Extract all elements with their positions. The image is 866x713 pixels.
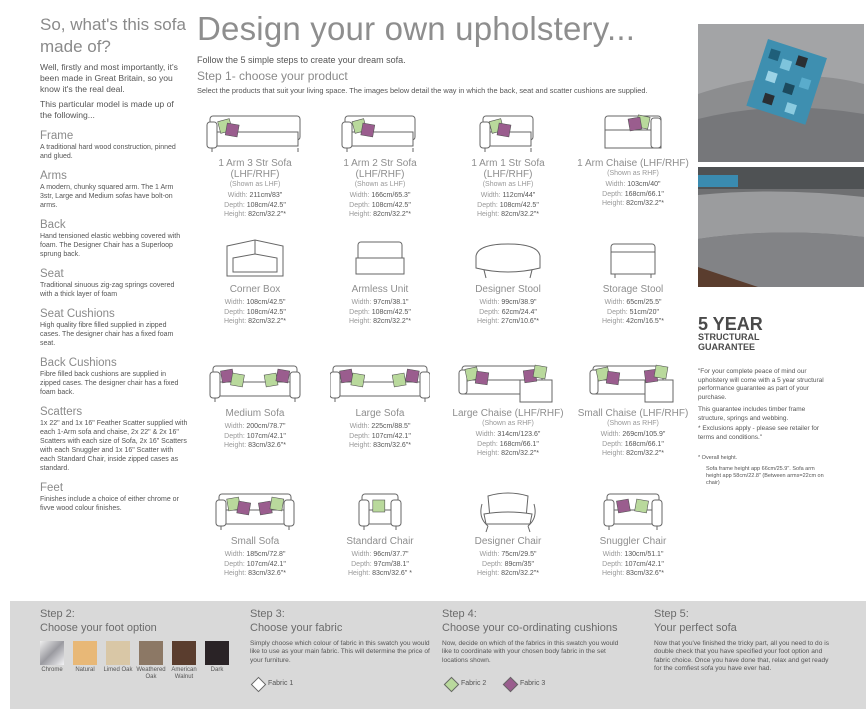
fabric-swatch[interactable] [503, 677, 519, 693]
product-illustration [205, 232, 305, 282]
product-illustration [330, 106, 430, 156]
width-label: Width: [479, 299, 500, 306]
width-label: Width: [480, 192, 501, 199]
product-card[interactable] [448, 484, 568, 579]
depth-value: 107cm/42.1" [246, 560, 286, 568]
product-card[interactable] [320, 106, 440, 220]
product-note: (Shown as RHF) [482, 420, 534, 427]
width-value: 99cm/38.9" [501, 299, 537, 306]
step5-description: Now that you've finished the tricky part, all you need to do is double check that you have specified your foot option and fabric choice. Once you have done that, relax and get ready for the comfiest sofa you have ever had. [654, 640, 829, 673]
height-value: 27cm/10.6"* [501, 318, 540, 325]
foot-swatch[interactable] [205, 641, 229, 665]
product-illustration [205, 356, 305, 406]
product-illustration [330, 356, 430, 406]
product-card[interactable] [573, 484, 693, 579]
product-dimensions [448, 550, 568, 579]
depth-label: Depth: [224, 308, 245, 316]
height-value: 83cm/32.6"* [248, 570, 287, 577]
product-illustration [330, 484, 430, 534]
step5-subtitle: Your perfect sofa [654, 622, 737, 634]
step3-title: Step 3: [250, 608, 285, 620]
step2-subtitle: Choose your foot option [40, 622, 157, 634]
width-value: 166cm/65.3" [371, 192, 411, 199]
step4-description: Now, decide on which of the fabrics in this swatch you would like to coordinate with your chosen body fabric in the set locations shown. [442, 640, 619, 664]
intro-paragraph-2: This particular model is made up of the following... [40, 99, 174, 120]
height-label: Height: [348, 318, 372, 325]
width-label: Width: [605, 181, 626, 188]
section-body: High quality fibre filled supplied in zipped cases. The designer chair has a fixed foam seat. [40, 322, 174, 347]
product-name: Designer Chair [474, 536, 542, 547]
height-value: 82cm/32.2"* [626, 450, 665, 457]
depth-value: 108cm/42.5" [246, 308, 286, 316]
height-label: Height: [476, 450, 500, 457]
height-label: Height: [476, 318, 500, 325]
product-dimensions [320, 298, 440, 327]
height-value: 82cm/32.2"* [373, 211, 412, 218]
foot-swatch-label: American Walnut [171, 667, 197, 680]
section-title: Arms [40, 170, 67, 182]
sofa-chaise-photo [698, 167, 864, 287]
width-value: 269cm/105.9" [622, 431, 666, 438]
height-value: 82cm/32.2"* [501, 450, 540, 457]
left-heading: So, what's this sofa made of? [40, 15, 186, 56]
step5-title: Step 5: [654, 608, 689, 620]
product-name: Large Chaise (LHF/RHF) [452, 408, 564, 419]
width-label: Width: [351, 551, 372, 558]
product-name: 1 Arm 3 Str Sofa (LHF/RHF) [218, 158, 292, 180]
height-label: Height: [601, 318, 625, 325]
product-dimensions [195, 191, 315, 220]
product-card[interactable] [195, 484, 315, 579]
product-name: Snuggler Chair [599, 536, 667, 547]
depth-value: 108cm/42.5" [246, 201, 286, 209]
width-value: 97cm/38.1" [373, 299, 409, 306]
section-body: Fibre filled back cushions are supplied in zipped cases. The designer chair has a fixed foam back. [40, 371, 179, 396]
depth-label: Depth: [479, 308, 500, 316]
depth-label: Depth: [224, 201, 245, 209]
product-card[interactable] [195, 106, 315, 220]
product-illustration [583, 484, 683, 534]
product-dimensions [195, 550, 315, 579]
height-value: 82cm/32.2"* [501, 211, 540, 218]
fabric-swatch[interactable] [251, 677, 267, 693]
height-value: 83cm/32.6" * [372, 570, 412, 577]
depth-value: 51cm/20" [629, 308, 659, 316]
width-label: Width: [349, 423, 370, 430]
product-card[interactable] [448, 232, 568, 327]
width-label: Width: [475, 431, 496, 438]
depth-value: 108cm/42.5" [371, 308, 411, 316]
depth-label: Depth: [602, 560, 623, 568]
foot-swatch-label: Natural [75, 667, 95, 673]
height-label: Height: [223, 442, 247, 449]
width-label: Width: [224, 551, 245, 558]
section-body: A traditional hard wood construction, pinned and glued. [40, 144, 176, 160]
product-dimensions [320, 191, 440, 220]
product-card[interactable] [573, 106, 693, 209]
step4-title: Step 4: [442, 608, 477, 620]
height-value: 82cm/32.2"* [501, 570, 540, 577]
product-name: 1 Arm Chaise (LHF/RHF) [577, 158, 689, 169]
left-column [40, 14, 188, 513]
height-value: 82cm/32.2"* [626, 200, 665, 207]
depth-value: 168cm/66.1" [624, 190, 664, 198]
section-body: 1x 22" and 1x 16" Feather Scatter supplied with each 1-Arm sofa and chaise, 2x 22" & 2x 16" Scatters with each size of Sofa, 2x 16" Scatters with each Snuggler and 1x 16" Scatter with each Standard Chair, inside zipped cases as standard. [40, 420, 188, 472]
guarantee-heading: 5 YEAR [698, 314, 763, 334]
product-illustration [330, 232, 430, 282]
page-subtitle: Follow the 5 simple steps to create your dream sofa. [197, 55, 406, 65]
foot-swatch[interactable] [73, 641, 97, 665]
depth-value: 108cm/42.5" [371, 201, 411, 209]
guarantee-includes: This guarantee includes timber frame structure, springs and webbing. [698, 406, 806, 422]
product-name: Standard Chair [346, 536, 414, 547]
product-note: (Shown as RHF) [607, 170, 659, 177]
depth-label: Depth: [224, 560, 245, 568]
sofa-cushion-photo [698, 24, 864, 162]
foot-swatch[interactable] [40, 641, 64, 665]
height-label: Height: [348, 211, 372, 218]
width-value: 225cm/88.5" [371, 423, 411, 430]
height-label: Height: [601, 200, 625, 207]
guarantee-exclusions: * Exclusions apply - please see retailer for terms and conditions." [698, 425, 820, 441]
depth-label: Depth: [477, 440, 498, 448]
depth-label: Depth: [349, 308, 370, 316]
product-card[interactable] [320, 484, 440, 579]
width-value: 112cm/44" [502, 192, 536, 199]
height-label: Height: [223, 570, 247, 577]
depth-value: 97cm/38.1" [373, 560, 409, 568]
depth-value: 62cm/24.4" [501, 308, 537, 316]
product-dimensions [320, 422, 440, 451]
product-card[interactable] [573, 356, 693, 459]
product-dimensions [573, 180, 693, 209]
section-title: Feet [40, 482, 64, 494]
product-name: 1 Arm 2 Str Sofa (LHF/RHF) [343, 158, 417, 180]
guarantee-quote: "For your complete peace of mind our upholstery will come with a 5 year structural performance guarantee as part of your purchase. [698, 368, 824, 401]
depth-label: Depth: [224, 432, 245, 440]
step2-block [40, 608, 230, 634]
height-value: 83cm/32.6"* [626, 570, 665, 577]
product-name: Medium Sofa [225, 408, 285, 419]
product-illustration [458, 356, 558, 406]
section-title: Back [40, 219, 66, 231]
product-name: Storage Stool [602, 284, 664, 295]
fabric-label: Fabric 3 [520, 680, 546, 687]
product-card[interactable] [195, 356, 315, 451]
depth-value: 107cm/42.1" [624, 560, 664, 568]
height-label: Height: [348, 442, 372, 449]
product-illustration [458, 232, 558, 282]
width-value: 96cm/37.7" [373, 551, 409, 558]
width-label: Width: [600, 431, 621, 438]
width-value: 130cm/51.1" [624, 551, 664, 558]
depth-value: 168cm/66.1" [499, 440, 539, 448]
step3-description: Simply choose which colour of fabric in this swatch you would like to use as your main fabric. This will determine the price of your furniture. [250, 640, 430, 664]
overall-height-note: * Overall height. [698, 455, 738, 461]
width-label: Width: [351, 299, 372, 306]
step5-block [654, 608, 834, 674]
height-label: Height: [601, 450, 625, 457]
depth-value: 89cm/35" [504, 560, 534, 568]
product-illustration [458, 484, 558, 534]
height-label: Height: [476, 570, 500, 577]
section-body: Hand tensioned elastic webbing covered with foam. The Designer Chair has a Superloop sprung back. [40, 233, 181, 258]
height-value: 82cm/32.2"* [248, 318, 287, 325]
product-dimensions [448, 298, 568, 327]
product-note: (Shown as RHF) [607, 420, 659, 427]
depth-value: 107cm/42.1" [246, 432, 286, 440]
product-dimensions [573, 550, 693, 579]
product-note: (Shown as LHF) [482, 181, 534, 188]
intro-paragraph-1: Well, firstly and most importantly, it's been made in Great Britain, so you know it's the real deal. [40, 62, 178, 94]
product-card[interactable] [320, 356, 440, 451]
steps-band [10, 601, 866, 709]
width-value: 65cm/25.5" [626, 299, 662, 306]
step1-description: Select the products that suit your living space. The images below detail the way in which the back, seat and scatter cushions are supplied. [197, 86, 648, 95]
height-label: Height: [601, 570, 625, 577]
foot-swatch[interactable] [106, 641, 130, 665]
height-value: 83cm/32.6"* [248, 442, 287, 449]
section-title: Scatters [40, 406, 83, 418]
product-note: (Shown as LHF) [229, 181, 281, 188]
depth-label: Depth: [351, 560, 372, 568]
product-name: Armless Unit [351, 284, 409, 295]
product-name: 1 Arm 1 Str Sofa (LHF/RHF) [471, 158, 545, 180]
width-value: 200cm/78.7" [246, 423, 286, 430]
depth-label: Depth: [602, 190, 623, 198]
step1-title: Step 1- choose your product [197, 69, 348, 83]
product-dimensions [320, 550, 440, 579]
product-name: Corner Box [229, 284, 281, 295]
depth-label: Depth: [349, 432, 370, 440]
height-label: Height: [223, 211, 247, 218]
depth-label: Depth: [477, 201, 498, 209]
width-label: Width: [224, 423, 245, 430]
product-illustration [205, 484, 305, 534]
depth-label: Depth: [349, 201, 370, 209]
section-body: Traditional sinuous zig-zag springs covered with a thick layer of foam [40, 282, 175, 298]
depth-label: Depth: [482, 560, 503, 568]
product-dimensions [195, 422, 315, 451]
step4-block [442, 608, 628, 665]
foot-swatch[interactable] [139, 641, 163, 665]
foot-swatch-label: Dark [210, 667, 224, 673]
height-value: 42cm/16.5"* [626, 318, 665, 325]
foot-swatch-label: Weathered Oak [136, 667, 166, 680]
product-dimensions [448, 430, 568, 459]
product-illustration [583, 232, 683, 282]
page-title: Design your own upholstery... [197, 10, 636, 47]
section-title: Seat [40, 268, 64, 280]
foot-swatch-label: Chrome [41, 667, 63, 673]
product-card[interactable] [195, 232, 315, 327]
width-label: Width: [602, 551, 623, 558]
step3-block [250, 608, 430, 665]
width-value: 75cm/29.5" [501, 551, 537, 558]
width-label: Width: [224, 299, 245, 306]
product-dimensions [573, 430, 693, 459]
section-body: Finishes include a choice of either chrome or fivve wood colour finishes. [40, 496, 179, 512]
width-label: Width: [227, 192, 248, 199]
guarantee-block [698, 316, 828, 487]
product-card[interactable] [448, 356, 568, 459]
foot-swatch[interactable] [172, 641, 196, 665]
product-illustration [458, 106, 558, 156]
depth-value: 168cm/66.1" [624, 440, 664, 448]
product-illustration [583, 356, 683, 406]
depth-value: 107cm/42.1" [371, 432, 411, 440]
fabric-swatch[interactable] [444, 677, 460, 693]
width-label: Width: [349, 192, 370, 199]
product-note: (Shown as LHF) [354, 181, 406, 188]
step4-subtitle: Choose your co-ordinating cushions [442, 622, 618, 634]
depth-value: 108cm/42.5" [499, 201, 539, 209]
guarantee-line-3: GUARANTEE [698, 342, 756, 352]
foot-swatch-label: Limed Oak [103, 667, 133, 673]
height-label: Height: [476, 211, 500, 218]
material-sections [40, 130, 188, 513]
product-name: Designer Stool [475, 284, 541, 295]
section-title: Seat Cushions [40, 308, 115, 320]
width-value: 185cm/72.8" [246, 551, 286, 558]
product-card[interactable] [573, 232, 693, 327]
product-dimensions [195, 298, 315, 327]
product-dimensions [573, 298, 693, 327]
product-illustration [205, 106, 305, 156]
width-value: 108cm/42.5" [246, 299, 286, 306]
width-value: 211cm/83" [249, 192, 283, 199]
depth-label: Depth: [607, 308, 628, 316]
product-dimensions [448, 191, 568, 220]
product-illustration [583, 106, 683, 156]
product-name: Small Sofa [230, 536, 280, 547]
section-title: Frame [40, 130, 74, 142]
section-body: A modern, chunky squared arm. The 1 Arm 3str, Large and Medium sofas have bolt-on arms. [40, 184, 174, 209]
step3-subtitle: Choose your fabric [250, 622, 343, 634]
height-value: 83cm/32.6"* [373, 442, 412, 449]
fabric-label: Fabric 1 [268, 680, 294, 687]
product-name: Large Sofa [355, 408, 405, 419]
width-value: 103cm/40" [627, 181, 661, 188]
height-label: Height: [348, 570, 371, 577]
depth-label: Depth: [602, 440, 623, 448]
product-name: Small Chaise (LHF/RHF) [577, 408, 689, 419]
section-title: Back Cushions [40, 357, 117, 369]
height-label: Height: [223, 318, 247, 325]
width-value: 314cm/123.6" [497, 431, 541, 438]
height-value: 82cm/32.2"* [373, 318, 412, 325]
width-label: Width: [604, 299, 625, 306]
step2-title: Step 2: [40, 608, 75, 620]
width-label: Width: [479, 551, 500, 558]
height-value: 82cm/32.2"* [248, 211, 287, 218]
guarantee-line-2: STRUCTURAL [698, 332, 760, 342]
product-card[interactable] [320, 232, 440, 327]
frame-height-note: Sofa frame height app 66cm/25.9". Sofa arm height app 58cm/22.8" (Between arms=22cm on chair) [706, 465, 824, 486]
fabric-label: Fabric 2 [461, 680, 487, 687]
product-card[interactable] [448, 106, 568, 220]
